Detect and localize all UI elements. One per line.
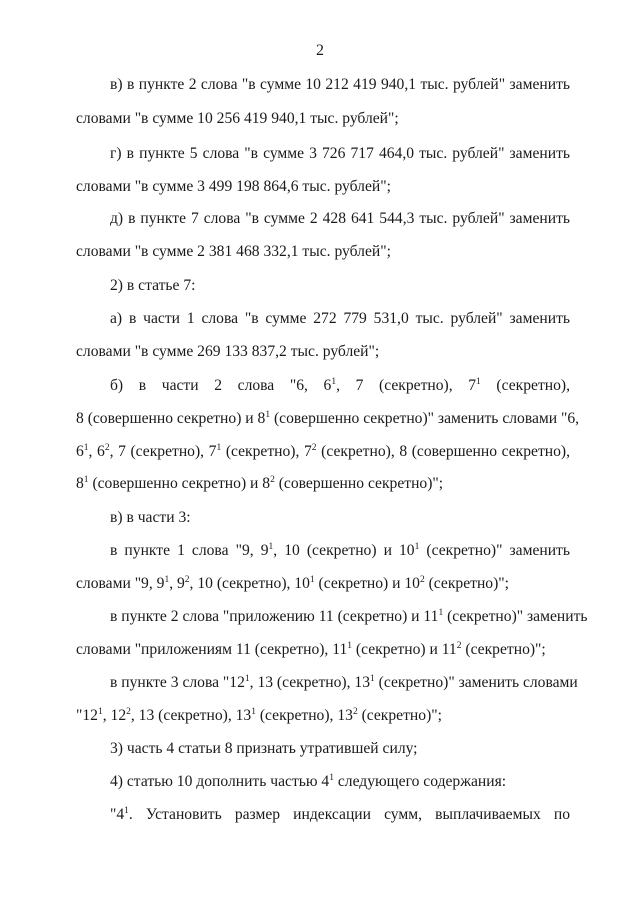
- text-line: "$4^1$. Установить размер индексации сумм, выплачиваемых по: [110, 806, 570, 823]
- text-line: 2) в статье 7:: [110, 277, 196, 294]
- text-line: словами "в сумме 3 499 198 864,6 тыс. рублей";: [76, 178, 391, 195]
- text-line: в пункте 3 слова "$12^1$, 13 (секретно), $13^1$ (секретно)" заменить словами: [110, 674, 578, 691]
- text-line: $8^1$ (совершенно секретно) и $8^2$ (совершенно секретно)";: [76, 475, 444, 492]
- text-line: "$12^1$, $12^2$, 13 (секретно), $13^1$ (секретно), $13^2$ (секретно)";: [76, 707, 442, 724]
- text-line: словами "в сумме 10 256 419 940,1 тыс. рублей";: [76, 110, 399, 127]
- text-line: словами "9, $9^1$, $9^2$, 10 (секретно), $10^1$ (секретно) и $10^2$ (секретно)";: [76, 575, 509, 592]
- text-line: словами "в сумме 269 133 837,2 тыс. рублей";: [76, 343, 380, 360]
- text-line: в пункте 2 слова "приложению 11 (секретно) и $11^1$ (секретно)" заменить: [110, 608, 588, 625]
- text-line: а) в части 1 слова "в сумме 272 779 531,0 тыс. рублей" заменить: [110, 310, 570, 327]
- text-line: $6^1$, $6^2$, 7 (секретно), $7^1$ (секретно), $7^2$ (секретно), 8 (совершенно секретно),: [76, 443, 571, 460]
- text-line: словами "в сумме 2 381 468 332,1 тыс. рублей";: [76, 243, 391, 260]
- text-line: в) в части 3:: [110, 509, 191, 526]
- page-number: 2: [316, 42, 324, 59]
- text-line: 3) часть 4 статьи 8 признать утратившей силу;: [110, 740, 418, 757]
- text-line: б) в части 2 слова "6, $6^1$, 7 (секретно), $7^1$ (секретно),: [110, 377, 570, 394]
- text-line: д) в пункте 7 слова "в сумме 2 428 641 544,3 тыс. рублей" заменить: [110, 210, 570, 227]
- text-line: словами "приложениям 11 (секретно), $11^1$ (секретно) и $11^2$ (секретно)";: [76, 641, 546, 658]
- text-line: 4) статью 10 дополнить частью $4^1$ следующего содержания:: [110, 773, 507, 790]
- text-line: г) в пункте 5 слова "в сумме 3 726 717 464,0 тыс. рублей" заменить: [110, 145, 570, 162]
- text-line: 8 (совершенно секретно) и $8^1$ (совершенно секретно)" заменить словами "6,: [76, 410, 580, 427]
- text-line: в) в пункте 2 слова "в сумме 10 212 419 940,1 тыс. рублей" заменить: [110, 76, 570, 93]
- text-line: в пункте 1 слова "9, $9^1$, 10 (секретно) и $10^1$ (секретно)" заменить: [110, 542, 570, 559]
